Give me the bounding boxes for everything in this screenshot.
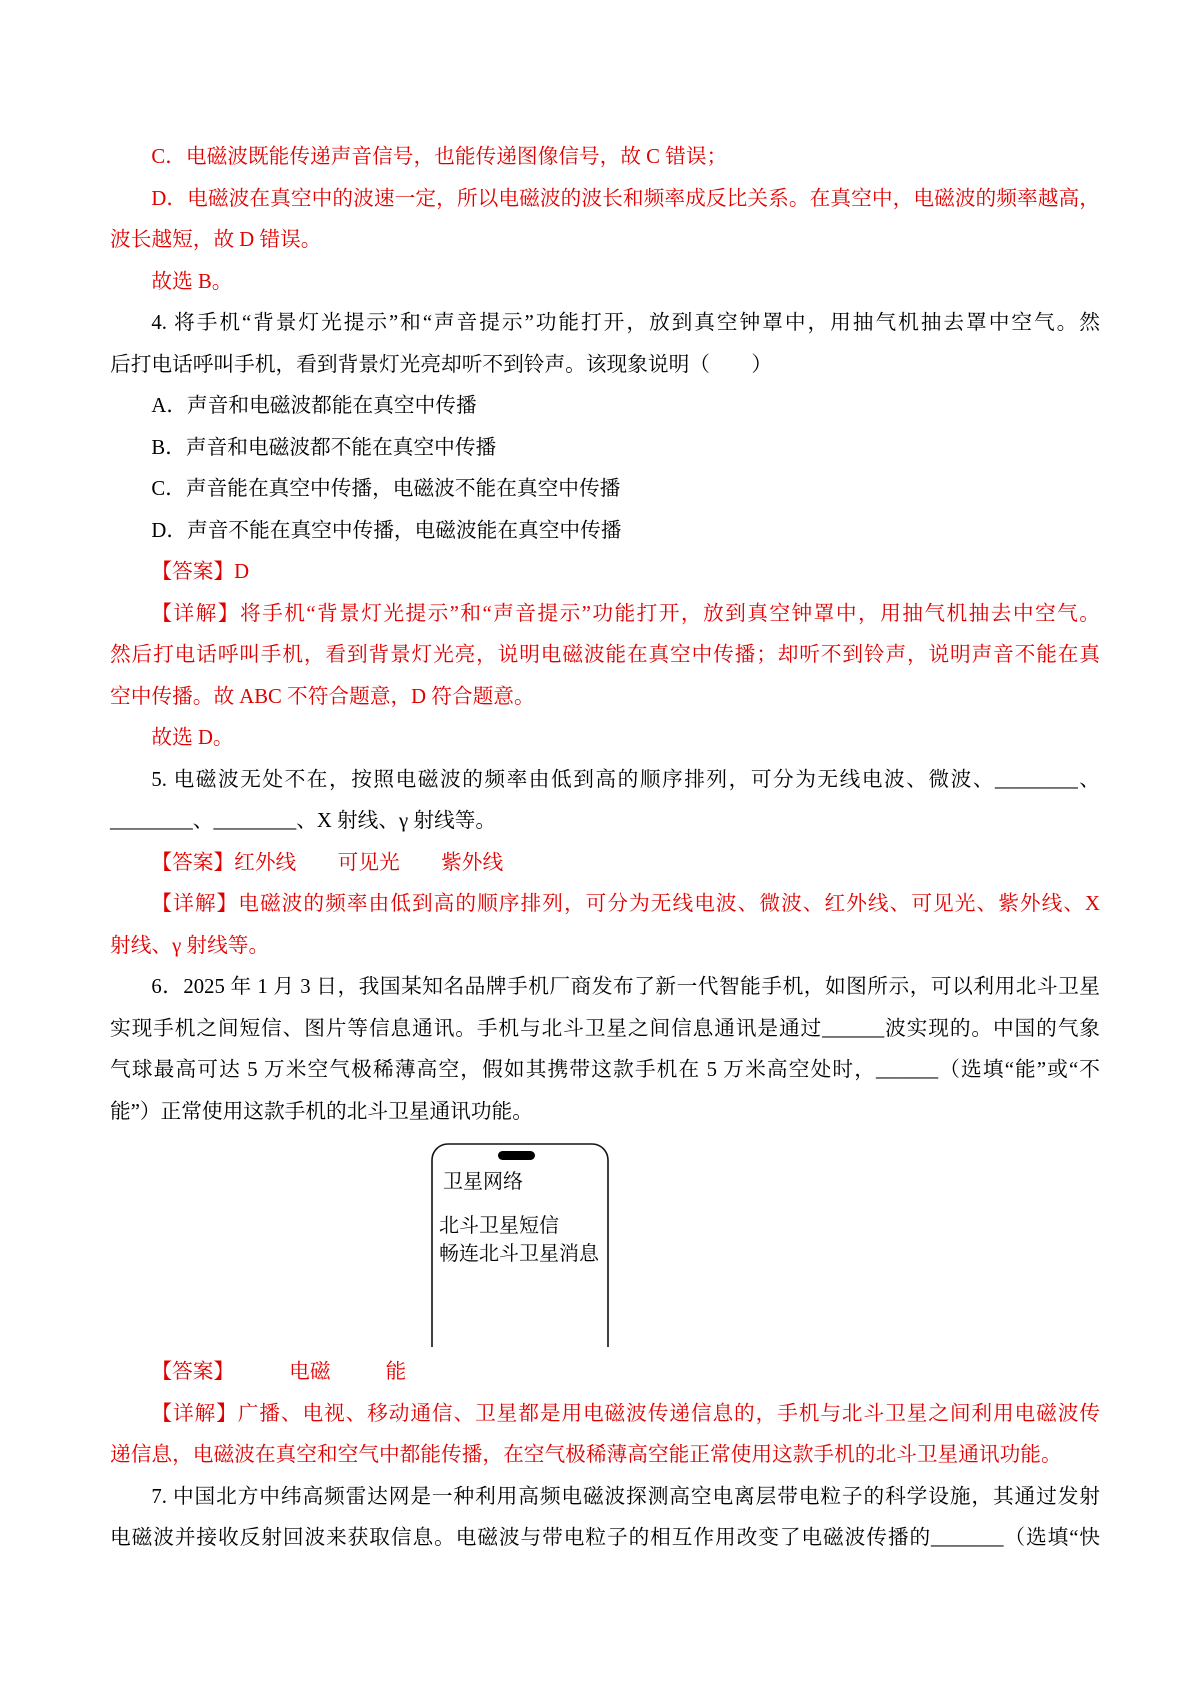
phone-screen-line-2: 畅连北斗卫星消息: [439, 1241, 599, 1265]
q5-detail-label: 【详解】: [151, 893, 239, 915]
q5-stem-line-1: 5. 电磁波无处不在，按照电磁波的频率由低到高的顺序排列，可分为无线电波、微波、________、: [151, 768, 1100, 791]
q6-stem-line-2: 实现手机之间短信、图片等信息通讯。手机与北斗卫星之间信息通讯是通过______波实现的。中国的气象: [110, 1017, 1100, 1040]
q5-answer-1: 红外线: [234, 851, 297, 874]
q4-detail-line-3: 空中传播。故 ABC 不符合题意，D 符合题意。: [110, 685, 535, 708]
q4-option-b: B．声音和电磁波都不能在真空中传播: [151, 436, 497, 459]
q5-answer-3: 紫外线: [441, 851, 504, 874]
q4-answer-line: [110, 552, 1100, 594]
q6-stem-line-4: 能”）正常使用这款手机的北斗卫星通讯功能。: [110, 1100, 533, 1123]
q5-stem-line-2: ________、________、X 射线、γ 射线等。: [110, 810, 497, 832]
q5-detail-line-1: [110, 884, 1100, 926]
q3-conclusion: 故选 B。: [151, 270, 233, 293]
q6-stem-line-3: 气球最高可达 5 万米空气极稀薄高空，假如其携带这款手机在 5 万米高空处时，______（选填“能”或“不: [110, 1059, 1100, 1081]
phone-screen-line-1: 北斗卫星短信: [439, 1213, 559, 1237]
q3-explanation-c: C．电磁波既能传递声音信号，也能传递图像信号，故 C 错误；: [151, 146, 728, 168]
q6-detail-line-1: [110, 1394, 1100, 1436]
q5-answer-line: [110, 843, 1100, 885]
q6-detail-line-2: 递信息，电磁波在真空和空气中都能传播，在空气极稀薄高空能正常使用这款手机的北斗卫星通讯功能。: [110, 1444, 1062, 1466]
phone-figure: [431, 1143, 609, 1347]
q4-answer: D: [234, 561, 250, 583]
q4-stem-line-2: 后打电话呼叫手机，看到背景灯光亮却听不到铃声。该现象说明（ ）: [110, 353, 773, 376]
q7-stem-line-1: 7. 中国北方中纬高频雷达网是一种利用高频电磁波探测高空电离层带电粒子的科学设施，其通过发射: [151, 1485, 1100, 1508]
q4-stem-line-1: 4. 将手机“背景灯光提示”和“声音提示”功能打开，放到真空钟罩中，用抽气机抽去罩中空气。然: [151, 312, 1100, 334]
q4-option-d: D．声音不能在真空中传播，电磁波能在真空中传播: [151, 519, 622, 542]
q3-explanation-d-line-2: 波长越短，故 D 错误。: [110, 229, 322, 251]
q5-detail-line-2: 射线、γ 射线等。: [110, 934, 270, 957]
q6-detail-text-1: 广播、电视、移动通信、卫星都是用电磁波传递信息的，手机与北斗卫星之间利用电磁波传: [237, 1402, 1100, 1425]
q4-answer-label: 【答案】: [151, 561, 235, 583]
phone-notch: [498, 1151, 535, 1160]
q6-answer-line: [110, 1352, 1100, 1394]
q4-option-a: A．声音和电磁波都能在真空中传播: [151, 395, 477, 417]
q6-answer-label: 【答案】: [151, 1361, 235, 1383]
q6-detail-label: 【详解】: [151, 1402, 238, 1425]
q4-detail-line-2: 然后打电话呼叫手机，看到背景灯光亮，说明电磁波能在真空中传播；却听不到铃声，说明声音不能在真: [110, 644, 1100, 666]
q5-answer-label: 【答案】: [151, 851, 235, 874]
q4-option-c: C．声音能在真空中传播，电磁波不能在真空中传播: [151, 478, 621, 500]
phone-screen-title: 卫星网络: [443, 1169, 523, 1193]
q4-conclusion: 故选 D。: [151, 727, 234, 749]
q4-detail-text-1: 将手机“背景灯光提示”和“声音提示”功能打开，放到真空钟罩中，用抽气机抽去中空气。: [239, 602, 1100, 625]
q4-detail-label: 【详解】: [151, 602, 240, 625]
q6-stem-line-1: 6．2025 年 1 月 3 日，我国某知名品牌手机厂商发布了新一代智能手机，如图所示，可以利用北斗卫星: [151, 976, 1100, 998]
q7-stem-line-2: 电磁波并接收反射回波来获取信息。电磁波与带电粒子的相互作用改变了电磁波传播的_______（选填“快: [110, 1527, 1100, 1549]
q5-detail-text-1: 电磁波的频率由低到高的顺序排列，可分为无线电波、微波、红外线、可见光、紫外线、X: [238, 893, 1100, 915]
page-content: [110, 137, 1100, 1560]
q6-answer-1: 电磁: [289, 1361, 331, 1383]
q3-explanation-d-line-1: D．电磁波在真空中的波速一定，所以电磁波的波长和频率成反比关系。在真空中，电磁波的频率越高，: [151, 187, 1100, 210]
q4-detail-line-1: [110, 594, 1100, 636]
q6-answer-2: 能: [385, 1361, 407, 1383]
q5-answer-2: 可见光: [337, 851, 400, 874]
